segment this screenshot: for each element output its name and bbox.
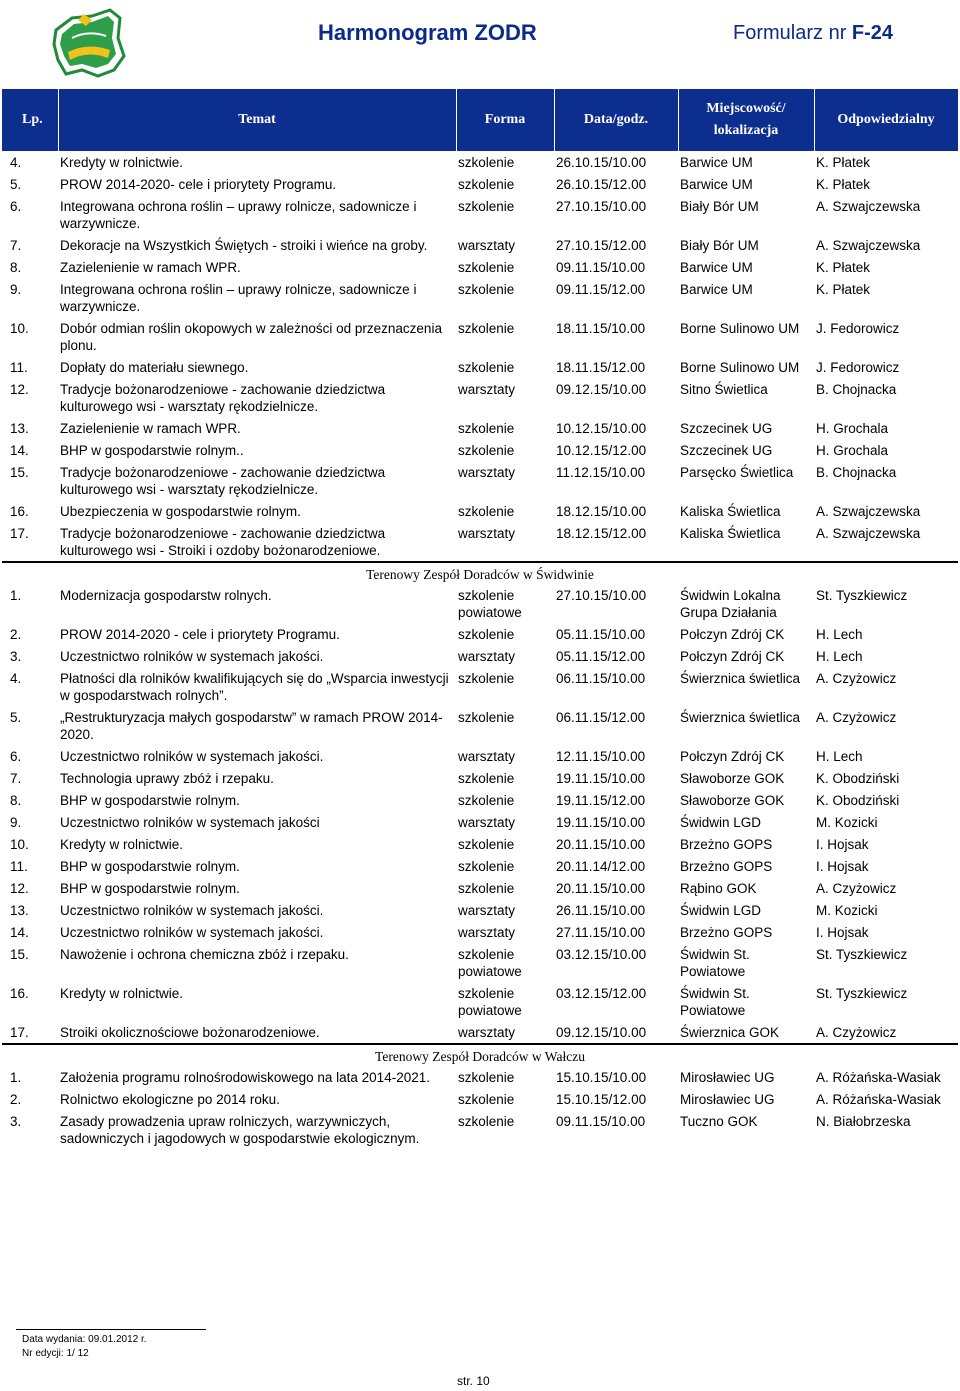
table-row <box>2 256 958 278</box>
row-miejsce: Tuczno GOK <box>680 1114 758 1129</box>
row-odpowiedzialny: I. Hojsak <box>816 859 869 874</box>
row-temat: Uczestnictwo rolników w systemach jakości. <box>60 749 324 764</box>
row-lp: 16. <box>10 986 29 1001</box>
table-row <box>2 1088 958 1110</box>
table-row <box>2 811 958 833</box>
row-odpowiedzialny: K. Płatek <box>816 155 871 170</box>
col-odpowiedzialny: Odpowiedzialny <box>814 89 958 151</box>
table-row <box>2 855 958 877</box>
row-miejsce: Szczecinek UG <box>680 443 773 458</box>
table-row <box>2 584 958 623</box>
form-label: Formularz nr <box>733 22 852 44</box>
row-lp: 14. <box>10 925 29 940</box>
row-odpowiedzialny: J. Fedorowicz <box>816 321 900 336</box>
section-heading <box>2 1044 958 1066</box>
row-odpowiedzialny: H. Grochala <box>816 443 889 458</box>
row-miejsce: Świdwin LGD <box>680 903 762 918</box>
row-forma: szkolenie <box>458 504 515 519</box>
row-data: 18.11.15/12.00 <box>556 360 646 375</box>
row-temat: Rolnictwo ekologiczne po 2014 roku. <box>60 1092 280 1107</box>
col-data: Data/godz. <box>554 89 678 151</box>
row-lp: 13. <box>10 903 29 918</box>
row-forma: szkolenie <box>458 282 515 297</box>
row-data: 03.12.15/10.00 <box>556 947 647 962</box>
table-row <box>2 745 958 767</box>
row-lp: 13. <box>10 421 29 436</box>
row-miejsce: Świdwin LGD <box>680 815 762 830</box>
row-temat: BHP w gospodarstwie rolnym. <box>60 859 240 874</box>
row-miejsce: Świdwin St. Powiatowe <box>680 986 750 1018</box>
row-temat: Kredyty w rolnictwie. <box>60 837 184 852</box>
row-forma: szkolenie <box>458 771 515 786</box>
row-odpowiedzialny: N. Białobrzeska <box>816 1114 911 1129</box>
row-data: 09.11.15/12.00 <box>556 282 646 297</box>
row-forma: warsztaty <box>458 649 516 664</box>
row-forma: szkolenie powiatowe <box>458 947 522 979</box>
col-lp: Lp. <box>2 89 58 151</box>
row-lp: 11. <box>10 360 28 375</box>
row-forma: warsztaty <box>458 925 516 940</box>
row-data: 27.10.15/10.00 <box>556 199 647 214</box>
row-miejsce: Biały Bór UM <box>680 199 759 214</box>
row-temat: Modernizacja gospodarstw rolnych. <box>60 588 272 603</box>
row-odpowiedzialny: I. Hojsak <box>816 837 869 852</box>
row-miejsce: Barwice UM <box>680 282 753 297</box>
row-lp: 2. <box>10 1092 22 1107</box>
row-forma: warsztaty <box>458 1025 516 1040</box>
row-forma: szkolenie <box>458 671 515 686</box>
row-temat: BHP w gospodarstwie rolnym.. <box>60 443 244 458</box>
row-data: 18.12.15/10.00 <box>556 504 647 519</box>
row-miejsce: Połczyn Zdrój CK <box>680 649 785 664</box>
table-row <box>2 278 958 317</box>
row-lp: 3. <box>10 649 22 664</box>
table-row <box>2 789 958 811</box>
edition-number: Nr edycji: 1/ 12 <box>22 1348 89 1359</box>
row-temat: Nawożenie i ochrona chemiczna zbóż i rzepaku. <box>60 947 349 962</box>
col-temat: Temat <box>58 89 456 151</box>
schedule-table <box>2 89 959 1149</box>
row-odpowiedzialny: B. Chojnacka <box>816 382 897 397</box>
table-row <box>2 1110 958 1149</box>
row-lp: 9. <box>10 815 22 830</box>
form-number: F-24 <box>851 22 894 44</box>
table-row <box>2 378 958 417</box>
row-data: 27.11.15/10.00 <box>556 925 646 940</box>
row-temat: Uczestnictwo rolników w systemach jakości. <box>60 649 324 664</box>
row-forma: szkolenie <box>458 443 515 458</box>
row-forma: szkolenie <box>458 859 515 874</box>
row-odpowiedzialny: K. Płatek <box>816 177 871 192</box>
row-temat: Dekoracje na Wszystkich Świętych - stroiki i wieńce na groby. <box>60 238 428 253</box>
table-row <box>2 173 958 195</box>
col-miejsce: Miejscowość/ lokalizacja <box>678 89 814 151</box>
row-miejsce: Barwice UM <box>680 260 753 275</box>
table-row <box>2 767 958 789</box>
row-data: 15.10.15/12.00 <box>556 1092 647 1107</box>
row-forma: szkolenie <box>458 1070 515 1085</box>
row-miejsce: Kaliska Świetlica <box>680 504 781 519</box>
row-miejsce: Rąbino GOK <box>680 881 757 896</box>
table-row <box>2 667 958 706</box>
row-temat: Integrowana ochrona roślin – uprawy rolnicze, sadownicze i warzywnicze. <box>60 282 417 314</box>
row-miejsce: Brzeżno GOPS <box>680 925 773 940</box>
footer-divider <box>16 1329 206 1330</box>
row-lp: 14. <box>10 443 29 458</box>
page-title: Harmonogram ZODR <box>318 20 537 45</box>
row-lp: 9. <box>10 282 22 297</box>
row-odpowiedzialny: K. Płatek <box>816 260 871 275</box>
row-miejsce: Brzeżno GOPS <box>680 837 773 852</box>
row-odpowiedzialny: A. Szwajczewska <box>816 504 921 519</box>
row-miejsce: Kaliska Świetlica <box>680 526 781 541</box>
row-lp: 7. <box>10 771 22 786</box>
row-odpowiedzialny: J. Fedorowicz <box>816 360 900 375</box>
row-data: 12.11.15/10.00 <box>556 749 646 764</box>
row-miejsce: Połczyn Zdrój CK <box>680 627 785 642</box>
table-row <box>2 151 958 173</box>
col-forma: Forma <box>456 89 554 151</box>
row-miejsce: Sławoborze GOK <box>680 793 785 808</box>
row-forma: warsztaty <box>458 815 516 830</box>
section-heading-text: Terenowy Zespół Doradców w Wałczu <box>2 1044 958 1066</box>
row-data: 26.10.15/12.00 <box>556 177 647 192</box>
row-data: 05.11.15/10.00 <box>556 627 646 642</box>
row-forma: szkolenie <box>458 837 515 852</box>
row-odpowiedzialny: H. Lech <box>816 749 863 764</box>
row-temat: Zazielenienie w ramach WPR. <box>60 421 241 436</box>
row-temat: Integrowana ochrona roślin – uprawy rolnicze, sadownicze i warzywnicze. <box>60 199 417 231</box>
row-data: 26.10.15/10.00 <box>556 155 647 170</box>
row-temat: Technologia uprawy zbóż i rzepaku. <box>60 771 274 786</box>
row-odpowiedzialny: A. Czyżowicz <box>816 671 897 686</box>
row-lp: 12. <box>10 382 29 397</box>
row-odpowiedzialny: I. Hojsak <box>816 925 869 940</box>
row-miejsce: Świdwin St. Powiatowe <box>680 947 750 979</box>
table-row <box>2 706 958 745</box>
row-miejsce: Świdwin Lokalna Grupa Działania <box>680 588 781 620</box>
row-forma: szkolenie <box>458 881 515 896</box>
table-row <box>2 317 958 356</box>
row-lp: 17. <box>10 526 29 541</box>
row-miejsce: Świerznica świetlica <box>680 710 801 725</box>
row-temat: Stroiki okolicznościowe bożonarodzeniowe. <box>60 1025 320 1040</box>
row-temat: „Restrukturyzacja małych gospodarstw” w ramach PROW 2014-2020. <box>60 710 443 742</box>
schedule-body <box>2 151 958 1149</box>
row-miejsce: Mirosławiec UG <box>680 1092 775 1107</box>
table-row <box>2 195 958 234</box>
row-forma: szkolenie <box>458 1092 515 1107</box>
row-data: 19.11.15/10.00 <box>556 771 646 786</box>
row-data: 19.11.15/10.00 <box>556 815 646 830</box>
row-lp: 10. <box>10 321 29 336</box>
row-odpowiedzialny: K. Płatek <box>816 282 871 297</box>
row-odpowiedzialny: A. Szwajczewska <box>816 199 921 214</box>
row-temat: Zasady prowadzenia upraw rolniczych, warzywniczych, sadowniczych i jagodowych w gospodarstwie ekologicznym. <box>60 1114 420 1146</box>
table-row <box>2 439 958 461</box>
zodr-logo-icon <box>48 4 128 84</box>
page-number: str. 10 <box>457 1374 490 1388</box>
row-lp: 15. <box>10 465 29 480</box>
row-data: 18.12.15/12.00 <box>556 526 647 541</box>
row-lp: 6. <box>10 749 22 764</box>
row-miejsce: Sitno Świetlica <box>680 382 768 397</box>
row-temat: Uczestnictwo rolników w systemach jakości. <box>60 925 324 940</box>
table-row <box>2 877 958 899</box>
row-odpowiedzialny: St. Tyszkiewicz <box>816 986 908 1001</box>
row-temat: PROW 2014-2020 - cele i priorytety Programu. <box>60 627 340 642</box>
row-miejsce: Mirosławiec UG <box>680 1070 775 1085</box>
row-forma: szkolenie <box>458 360 515 375</box>
row-miejsce: Świerznica GOK <box>680 1025 780 1040</box>
row-miejsce: Parsęcko Świetlica <box>680 465 794 480</box>
row-odpowiedzialny: K. Obodziński <box>816 771 900 786</box>
row-data: 27.10.15/12.00 <box>556 238 647 253</box>
row-temat: Kredyty w rolnictwie. <box>60 986 184 1001</box>
row-lp: 5. <box>10 177 22 192</box>
row-lp: 8. <box>10 260 22 275</box>
table-row <box>2 623 958 645</box>
row-lp: 6. <box>10 199 22 214</box>
table-row <box>2 833 958 855</box>
table-row <box>2 943 958 982</box>
row-temat: Dobór odmian roślin okopowych w zależności od przeznaczenia plonu. <box>60 321 442 353</box>
row-odpowiedzialny: A. Szwajczewska <box>816 238 921 253</box>
row-forma: szkolenie <box>458 321 515 336</box>
row-temat: Płatności dla rolników kwalifikujących się do „Wsparcia inwestycji w gospodarstwach rolnych”. <box>60 671 449 703</box>
row-odpowiedzialny: St. Tyszkiewicz <box>816 947 908 962</box>
row-data: 15.10.15/10.00 <box>556 1070 647 1085</box>
row-lp: 10. <box>10 837 29 852</box>
row-lp: 17. <box>10 1025 29 1040</box>
row-miejsce: Połczyn Zdrój CK <box>680 749 785 764</box>
table-row <box>2 645 958 667</box>
table-row <box>2 461 958 500</box>
row-forma: szkolenie <box>458 710 515 725</box>
row-odpowiedzialny: B. Chojnacka <box>816 465 897 480</box>
row-lp: 5. <box>10 710 22 725</box>
row-lp: 2. <box>10 627 22 642</box>
row-miejsce: Szczecinek UG <box>680 421 773 436</box>
row-forma: szkolenie powiatowe <box>458 588 522 620</box>
row-lp: 12. <box>10 881 29 896</box>
row-data: 09.12.15/10.00 <box>556 1025 647 1040</box>
row-odpowiedzialny: H. Lech <box>816 627 863 642</box>
row-temat: Ubezpieczenia w gospodarstwie rolnym. <box>60 504 301 519</box>
row-forma: szkolenie <box>458 793 515 808</box>
row-temat: Zazielenienie w ramach WPR. <box>60 260 241 275</box>
row-forma: warsztaty <box>458 238 516 253</box>
row-forma: warsztaty <box>458 526 516 541</box>
row-temat: Uczestnictwo rolników w systemach jakości. <box>60 903 324 918</box>
form-number-label <box>733 22 893 45</box>
row-forma: szkolenie <box>458 155 515 170</box>
table-row <box>2 234 958 256</box>
row-data: 27.10.15/10.00 <box>556 588 647 603</box>
row-forma: szkolenie <box>458 1114 515 1129</box>
page-header <box>0 0 960 88</box>
row-lp: 1. <box>10 588 22 603</box>
table-row <box>2 500 958 522</box>
row-data: 03.12.15/12.00 <box>556 986 647 1001</box>
section-heading <box>2 562 958 584</box>
row-lp: 15. <box>10 947 29 962</box>
row-temat: Tradycje bożonarodzeniowe - zachowanie dziedzictwa kulturowego wsi - warsztaty rękodzielnicze. <box>60 465 386 497</box>
issue-date: Data wydania: 09.01.2012 r. <box>22 1334 147 1345</box>
row-odpowiedzialny: A. Różańska-Wasiak <box>816 1070 941 1085</box>
table-header-row <box>2 89 958 151</box>
row-odpowiedzialny: M. Kozicki <box>816 815 878 830</box>
row-lp: 8. <box>10 793 22 808</box>
row-miejsce: Barwice UM <box>680 155 753 170</box>
row-odpowiedzialny: A. Czyżowicz <box>816 710 897 725</box>
row-data: 11.12.15/10.00 <box>556 465 646 480</box>
row-miejsce: Sławoborze GOK <box>680 771 785 786</box>
row-data: 09.11.15/10.00 <box>556 1114 646 1129</box>
row-lp: 11. <box>10 859 28 874</box>
row-temat: PROW 2014-2020- cele i priorytety Programu. <box>60 177 337 192</box>
table-row <box>2 356 958 378</box>
row-miejsce: Brzeżno GOPS <box>680 859 773 874</box>
row-odpowiedzialny: A. Szwajczewska <box>816 526 921 541</box>
row-miejsce: Biały Bór UM <box>680 238 759 253</box>
row-temat: BHP w gospodarstwie rolnym. <box>60 881 240 896</box>
row-odpowiedzialny: A. Czyżowicz <box>816 1025 897 1040</box>
row-lp: 16. <box>10 504 29 519</box>
row-temat: Uczestnictwo rolników w systemach jakości <box>60 815 320 830</box>
row-odpowiedzialny: M. Kozicki <box>816 903 878 918</box>
row-data: 06.11.15/10.00 <box>556 671 646 686</box>
table-row <box>2 522 958 562</box>
row-data: 05.11.15/12.00 <box>556 649 646 664</box>
table-row <box>2 1021 958 1044</box>
row-miejsce: Borne Sulinowo UM <box>680 321 800 336</box>
row-data: 10.12.15/12.00 <box>556 443 647 458</box>
row-forma: szkolenie <box>458 177 515 192</box>
row-miejsce: Borne Sulinowo UM <box>680 360 800 375</box>
row-temat: Tradycje bożonarodzeniowe - zachowanie dziedzictwa kulturowego wsi - warsztaty rękodzielnicze. <box>60 382 386 414</box>
row-data: 18.11.15/10.00 <box>556 321 646 336</box>
row-miejsce: Barwice UM <box>680 177 753 192</box>
row-forma: warsztaty <box>458 382 516 397</box>
row-lp: 7. <box>10 238 22 253</box>
row-forma: warsztaty <box>458 749 516 764</box>
row-forma: szkolenie powiatowe <box>458 986 522 1018</box>
row-forma: szkolenie <box>458 260 515 275</box>
row-lp: 4. <box>10 155 22 170</box>
table-row <box>2 982 958 1021</box>
row-data: 09.11.15/10.00 <box>556 260 646 275</box>
row-data: 20.11.15/10.00 <box>556 881 646 896</box>
table-row <box>2 417 958 439</box>
row-odpowiedzialny: H. Lech <box>816 649 863 664</box>
row-data: 20.11.15/10.00 <box>556 837 646 852</box>
table-row <box>2 1066 958 1088</box>
section-heading-text: Terenowy Zespół Doradców w Świdwinie <box>2 562 958 584</box>
row-miejsce: Świerznica świetlica <box>680 671 801 686</box>
row-temat: BHP w gospodarstwie rolnym. <box>60 793 240 808</box>
table-row <box>2 899 958 921</box>
row-data: 10.12.15/10.00 <box>556 421 647 436</box>
row-forma: warsztaty <box>458 465 516 480</box>
row-temat: Kredyty w rolnictwie. <box>60 155 184 170</box>
row-temat: Założenia programu rolnośrodowiskowego na lata 2014-2021. <box>60 1070 430 1085</box>
row-forma: szkolenie <box>458 421 515 436</box>
row-data: 19.11.15/12.00 <box>556 793 646 808</box>
row-odpowiedzialny: A. Różańska-Wasiak <box>816 1092 941 1107</box>
row-odpowiedzialny: H. Grochala <box>816 421 889 436</box>
row-odpowiedzialny: St. Tyszkiewicz <box>816 588 908 603</box>
row-forma: warsztaty <box>458 903 516 918</box>
row-forma: szkolenie <box>458 627 515 642</box>
row-lp: 4. <box>10 671 22 686</box>
row-temat: Tradycje bożonarodzeniowe - zachowanie dziedzictwa kulturowego wsi - Stroiki i ozdoby bożonarodzeniowe. <box>60 526 386 558</box>
row-lp: 3. <box>10 1114 22 1129</box>
table-row <box>2 921 958 943</box>
row-odpowiedzialny: A. Czyżowicz <box>816 881 897 896</box>
row-data: 26.11.15/10.00 <box>556 903 646 918</box>
row-temat: Dopłaty do materiału siewnego. <box>60 360 249 375</box>
row-odpowiedzialny: K. Obodziński <box>816 793 900 808</box>
row-lp: 1. <box>10 1070 22 1085</box>
row-data: 09.12.15/10.00 <box>556 382 647 397</box>
row-data: 20.11.14/12.00 <box>556 859 646 874</box>
row-data: 06.11.15/12.00 <box>556 710 646 725</box>
row-forma: szkolenie <box>458 199 515 214</box>
